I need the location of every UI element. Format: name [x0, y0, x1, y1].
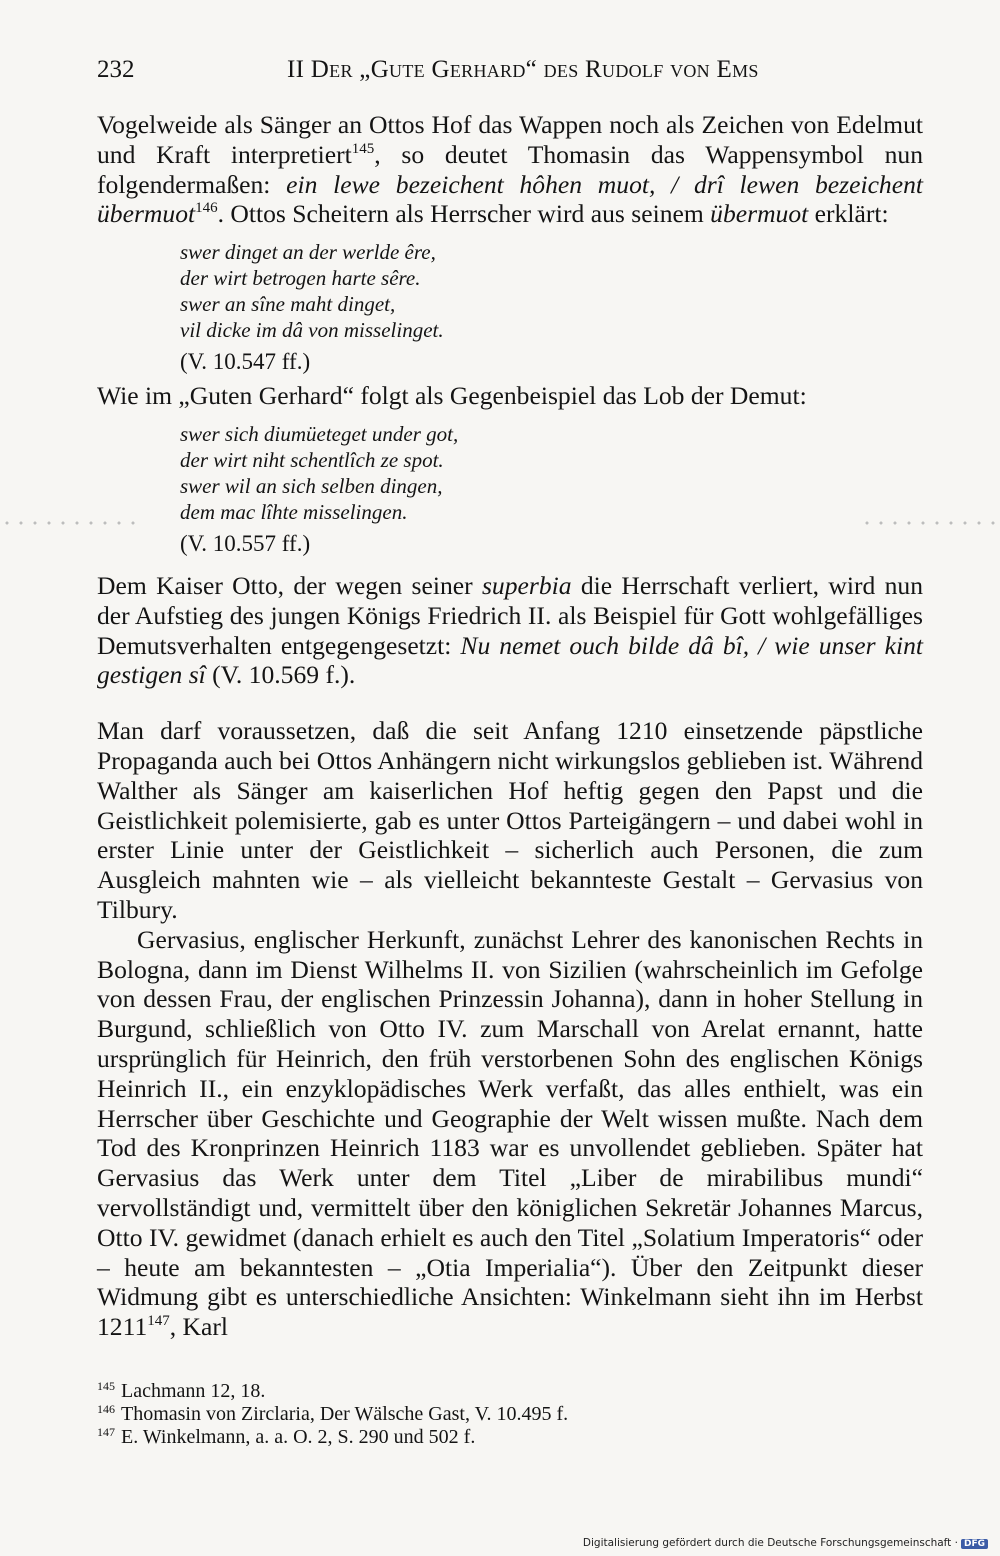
text-run: die Herrschaft verliert, wird nun der Aufstieg des jungen Königs Friedrich II. als Beispiel für Gott wohlgefälliges Demutsverhalten entgegengesetzt: [97, 570, 923, 660]
text-run: Gervasius, englischer Herkunft, zunächst Lehrer des kanonischen Rechts in Bologna, dann im Dienst Wilhelms II. von Sizilien (wahrscheinlich im Gefolge von dessen Frau, der englischen Prinzessin Johanna), dann in hoher Stellung in Burgund, schließlich von Otto IV. zum Marschall von Arelat ernannt, hatte ursprünglich für Heinrich, den früh verstorbenen Sohn des englischen Königs Heinrich II., ein enzyklopädisches Werk verfaßt, das alles enthielt, was ein Herrscher über Geschichte und Geographie der Welt wissen mußte. Nach dem Tod des Kronprinzen Heinrich 1183 war es unvollendet geblieben. Später hat Gervasius das Werk unter dem Titel „Liber de mirabilibus mundi“ vervollständigt und, vermittelt über den königlichen Sekretär Johannes Marcus, Otto IV. gewidmet (danach erhielt es auch den Titel „Solatium Imperatoris“ oder – heute am bekanntesten – „Otia Imperialia“). Über den Zeitpunkt dieser Widmung gibt es unterschiedliche Ansichten: Winkelmann sieht ihn im Herbst 1211 [97, 924, 923, 1342]
verse-line: swer sich diumüeteget under got, [180, 421, 459, 446]
verse-quote-1 [180, 239, 923, 375]
page-header [97, 56, 923, 92]
paragraph-1 [97, 110, 923, 229]
term-italic: übermuot [710, 199, 809, 229]
text-run: , Karl [169, 1312, 229, 1342]
verse-quote-2 [180, 421, 923, 557]
footnote-number: 147 [97, 1425, 115, 1439]
verse-reference: (V. 10.557 ff.) [180, 530, 311, 556]
verse-line: swer dinget an der werlde êre, [180, 240, 436, 265]
verse-line: swer an sîne maht dinget, [180, 292, 396, 317]
footnote-text: E. Winkelmann, a. a. O. 2, S. 290 und 502 f. [121, 1426, 476, 1448]
paragraph-4: Man darf voraussetzen, daß die seit Anfang 1210 einsetzende päpstliche Propaganda auch bei Ottos Anhängern nicht wirkungslos geblieben ist. Während Walther als Sänger am kaiserlichen Hof heftig gegen den Papst und die Geistlichkeit polemisierte, gab es unter Ottos Parteigängern – und dabei wohl in erster Linie unter der Geistlichkeit – sicherlich auch Personen, die zum Ausgleich mahnten wie – als vielleicht bekannteste Gestalt – Gervasius von Tilbury. [97, 716, 923, 924]
footnote-text: Thomasin von Zirclaria, Der Wälsche Gast, V. 10.495 f. [121, 1403, 569, 1425]
verse-line: dem mac lîhte misselingen. [180, 499, 408, 524]
dfg-logo: DFG [961, 1539, 988, 1549]
footnotes [97, 1380, 923, 1449]
paragraph-2: Wie im „Guten Gerhard“ folgt als Gegenbeispiel das Lob der Demut: [97, 381, 807, 411]
verse-line: der wirt niht schentlîch ze spot. [180, 447, 444, 472]
text-run: Dem Kaiser Otto, der wegen seiner [97, 570, 482, 600]
footnote-ref[interactable]: 147 [147, 1313, 170, 1330]
footnote [97, 1426, 923, 1449]
credit-text: Digitalisierung gefördert durch die Deutsche Forschungsgemeinschaft · [582, 1537, 958, 1549]
text-run: . Ottos Scheitern als Herrscher wird aus seinem [217, 199, 711, 229]
footnote-number: 145 [97, 1379, 115, 1393]
footnote-ref[interactable]: 145 [351, 140, 375, 157]
quote-italic: Nu nemet ouch bilde dâ bî, / wie unser kint gestigen sî [97, 630, 923, 690]
paragraph-3 [97, 571, 923, 690]
footnote [97, 1403, 923, 1426]
verse-line: der wirt betrogen harte sêre. [180, 266, 421, 291]
term-italic: superbia [481, 570, 572, 600]
digitization-credit [583, 1537, 988, 1549]
text-run: (V. 10.569 f.). [205, 660, 356, 690]
spacer [97, 563, 923, 571]
footnote-number: 146 [97, 1402, 115, 1416]
verse-line: swer wil an sich selben dingen, [180, 473, 443, 498]
quote-italic: ein lewe bezeichent hôhen muot, / drî lewen bezeichent übermuot [97, 169, 923, 229]
page-number: 232 [97, 56, 135, 83]
main-text [97, 110, 923, 1342]
footnote [97, 1380, 923, 1403]
text-run: Vogelweide als Sänger an Ottos Hof das Wappen noch als Zeichen von Edelmut und Kraft interpretiert [97, 110, 923, 169]
footnote-ref[interactable]: 146 [195, 200, 218, 217]
spacer [97, 690, 923, 716]
text-run: erklärt: [808, 199, 889, 229]
running-title: II Der „Gute Gerhard“ des Rudolf von Ems [287, 56, 759, 83]
footnote-text: Lachmann 12, 18. [121, 1380, 266, 1402]
verse-line: vil dicke im dâ von misselinget. [180, 318, 444, 343]
verse-reference: (V. 10.547 ff.) [180, 349, 311, 375]
text-run: , so deutet Thomasin das Wappensymbol nun folgendermaßen: [97, 139, 923, 199]
paragraph-5 [97, 925, 923, 1342]
